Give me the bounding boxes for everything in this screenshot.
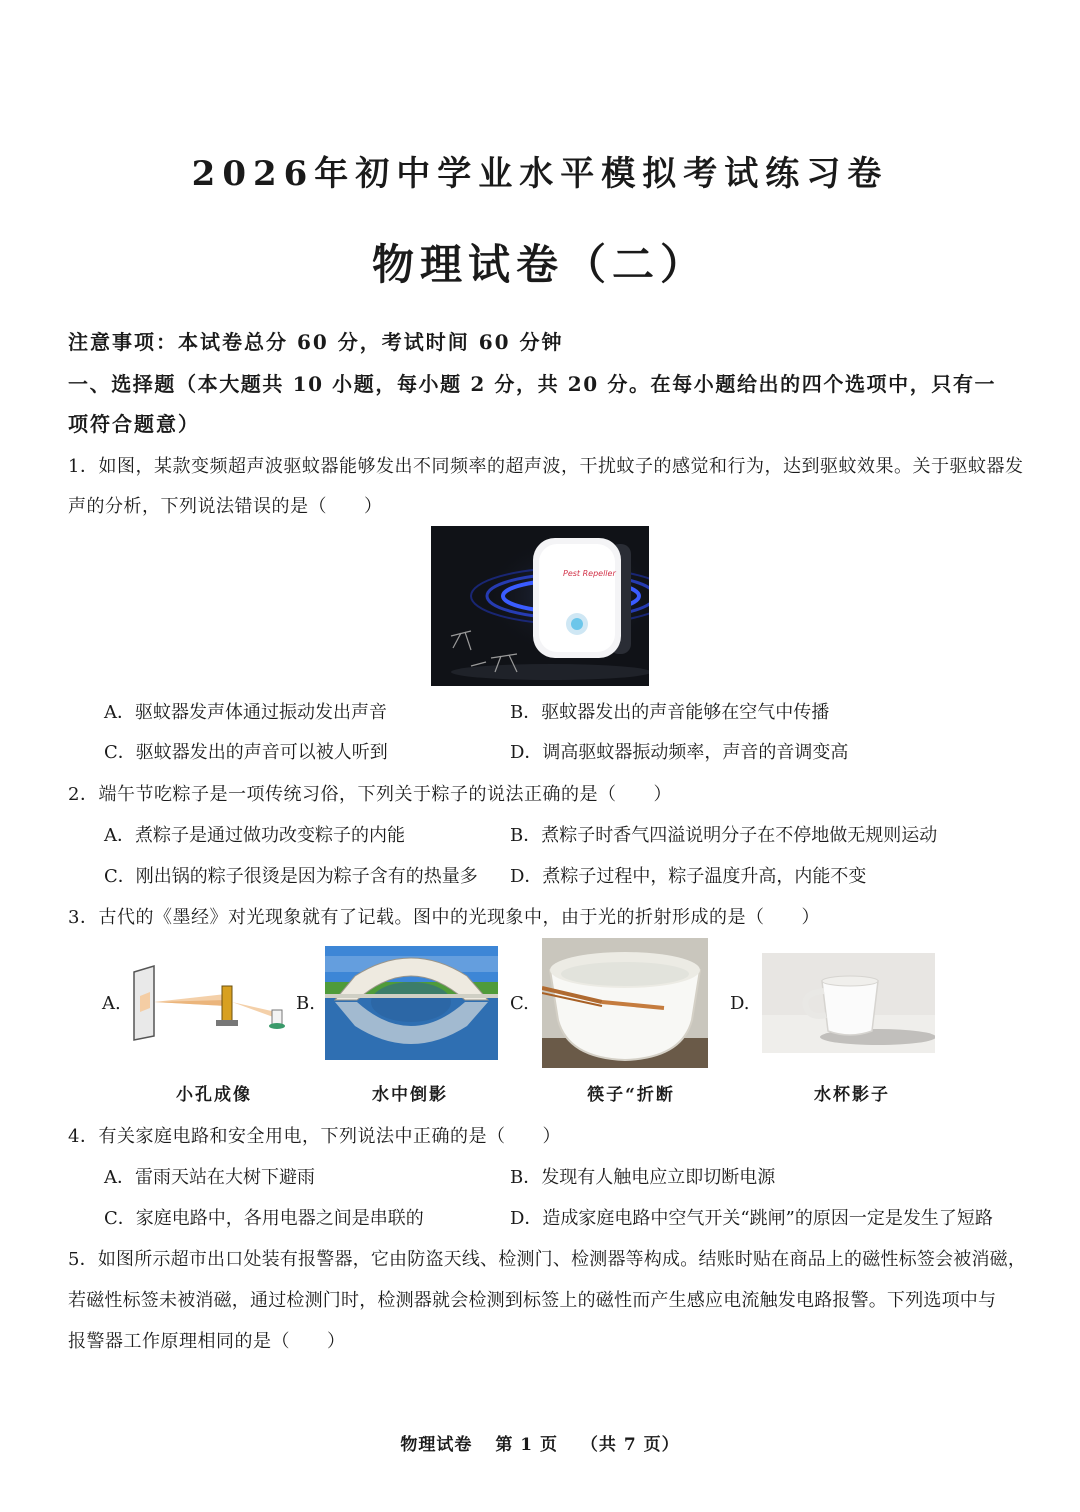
- question-1-line1: 1．如图，某款变频超声波驱蚊器能够发出不同频率的超声波，干扰蚊子的感觉和行为，达到驱蚊效果。关于驱蚊器发: [68, 456, 1024, 477]
- q1-option-a[interactable]: A．驱蚊器发声体通过振动发出声音: [104, 702, 387, 723]
- cup-shadow-image: [762, 953, 935, 1053]
- q3-letter-b[interactable]: B.: [296, 993, 315, 1014]
- q3-caption-c: 筷子“折断: [587, 1085, 675, 1105]
- q1-option-d[interactable]: D．调高驱蚊器振动频率，声音的音调变高: [510, 742, 849, 763]
- q2-option-d[interactable]: D．煮粽子过程中，粽子温度升高，内能不变: [510, 866, 867, 887]
- q2-option-c[interactable]: C．刚出锅的粽子很烫是因为粽子含有的热量多: [104, 866, 478, 887]
- question-1-line2: 声的分析，下列说法错误的是（ ）: [68, 496, 383, 517]
- q3-caption-b: 水中倒影: [372, 1085, 448, 1105]
- device-brand-text: Pest Repeller: [563, 569, 616, 578]
- question-5-line3: 报警器工作原理相同的是（ ）: [68, 1331, 346, 1352]
- notice-line: 注意事项：本试卷总分 60 分，考试时间 60 分钟: [68, 330, 564, 354]
- q1-option-c[interactable]: C．驱蚊器发出的声音可以被人听到: [104, 742, 388, 763]
- q4-option-c[interactable]: C．家庭电路中，各用电器之间是串联的: [104, 1208, 424, 1229]
- q3-letter-c[interactable]: C.: [510, 993, 529, 1014]
- q3-caption-d: 水杯影子: [814, 1085, 890, 1105]
- question-2-line1: 2．端午节吃粽子是一项传统习俗，下列关于粽子的说法正确的是（ ）: [68, 784, 672, 805]
- question-5-line2: 若磁性标签未被消磁，通过检测门时，检测器就会检测到标签上的磁性而产生感应电流触发电路报警。下列选项中与: [68, 1290, 997, 1311]
- footer-page-number: 第 1 页: [495, 1435, 558, 1455]
- question-4-line1: 4．有关家庭电路和安全用电，下列说法中正确的是（ ）: [68, 1126, 561, 1147]
- q4-option-b[interactable]: B．发现有人触电应立即切断电源: [510, 1167, 776, 1188]
- bridge-reflection-image: [325, 946, 498, 1060]
- q3-caption-a: 小孔成像: [176, 1085, 252, 1105]
- section-heading-line1: 一、选择题（本大题共 10 小题，每小题 2 分，共 20 分。在每小题给出的四个选项中，只有一: [68, 372, 997, 396]
- q2-option-a[interactable]: A．煮粽子是通过做功改变粽子的内能: [104, 825, 405, 846]
- q2-option-b[interactable]: B．煮粽子时香气四溢说明分子在不停地做无规则运动: [510, 825, 938, 846]
- pinhole-image: [126, 962, 300, 1044]
- q4-option-a[interactable]: A．雷雨天站在大树下避雨: [104, 1167, 315, 1188]
- q4-option-d[interactable]: D．造成家庭电路中空气开关“跳闸”的原因一定是发生了短路: [510, 1208, 993, 1229]
- q3-letter-a[interactable]: A.: [102, 993, 121, 1014]
- exam-title: 2026年初中学业水平模拟考试练习卷: [191, 154, 889, 194]
- footer-total-pages: （共 7 页）: [580, 1435, 680, 1455]
- footer-subject: 物理试卷: [400, 1435, 473, 1455]
- section-heading-line2: 项符合题意）: [68, 412, 200, 436]
- q1-option-b[interactable]: B．驱蚊器发出的声音能够在空气中传播: [510, 702, 830, 723]
- mosquito-repeller-image: [431, 526, 649, 686]
- question-5-line1: 5．如图所示超市出口处装有报警器，它由防盗天线、检测门、检测器等构成。结账时贴在商品上的磁性标签会被消磁，: [68, 1249, 1027, 1270]
- chopsticks-bowl-image: [542, 938, 708, 1068]
- page-footer: [0, 1430, 1080, 1455]
- q3-letter-d[interactable]: D.: [730, 993, 750, 1014]
- question-3-line1: 3．古代的《墨经》对光现象就有了记载。图中的光现象中，由于光的折射形成的是（ ）: [68, 907, 820, 928]
- paper-subtitle: 物理试卷（二）: [371, 240, 708, 289]
